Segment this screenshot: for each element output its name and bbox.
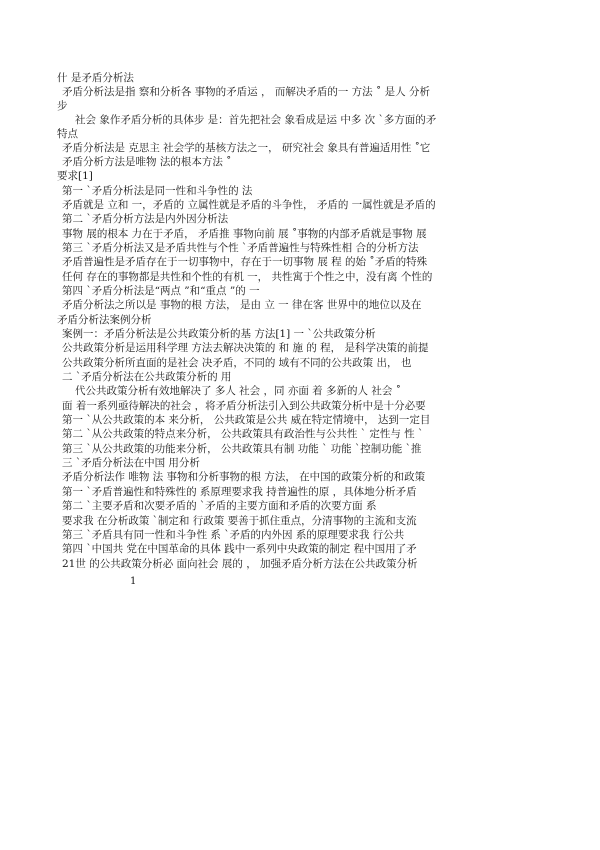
page-number: 1 [130, 576, 137, 587]
paragraph-line: 矛盾分析法是指 察和分析各 事物的矛盾运 ， 而解决矛盾的一 方法 ˚ 是人 分析 [62, 86, 430, 98]
paragraph-line: 矛盾分析方法是唯物 法的根本方法 ˚ [62, 156, 232, 168]
paragraph-line: 公共政策分析所直面的是社会 决矛盾，不同的 域有不同的公共政策 出， 也 [62, 357, 412, 369]
subsection-heading: 三 `矛盾分析法在中国 用分析 [62, 457, 200, 469]
subsection-heading: 第四 `矛盾分析法是“两点 ”和“重点 ”的 一 [62, 285, 260, 297]
paragraph-line: 第一 `矛盾普遍性和特殊性的 系原理要求我 持普遍性的原 ，具体地分析矛盾 [62, 486, 417, 498]
paragraph-line: 任何 存在的事物都是共性和个性的有机 一， 共性寓于个性之中，没有离 个性的 [62, 271, 433, 283]
paragraph-line: 代公共政策分析有效地解决了 多人 社会 ，同 亦面 着 多新的人 社会 ˚ [75, 385, 401, 397]
paragraph-line: 第二 `从公共政策的特点来分析， 公共政策具有政治性与公共性 ` 定性与 性 ` [62, 428, 424, 440]
document-heading: 什 是矛盾分析法 [57, 72, 134, 84]
paragraph-line: 第三 `矛盾具有同一性和斗争性 系 `矛盾的内外因 系的原理要求我 行公共 [62, 529, 405, 541]
paragraph-line: 第四 `中国共 党在中国革命的具体 践中一系列中央政策的制定 程中国用了矛 [62, 543, 417, 555]
paragraph-line: 要求我 在分析政策 `制定和 行政策 要善于抓住重点，分清事物的主流和支流 [62, 515, 417, 527]
paragraph-line: 步 [57, 100, 68, 112]
paragraph-line: 特点 [57, 128, 78, 140]
subsection-heading: 第二 `矛盾分析方法是内外因分析法 [62, 213, 229, 225]
subsection-heading: 第一 `矛盾分析法是同一性和斗争性的 法 [62, 185, 253, 197]
paragraph-line: 社会 象作矛盾分析的具体步 是：首先把社会 象看成是运 中多 次 `多方面的矛 [75, 114, 437, 126]
paragraph-line: 第二 `主要矛盾和次要矛盾的 `矛盾的主要方面和矛盾的次要方面 系 [62, 500, 377, 512]
paragraph-line: 面 着一系列亟待解决的社会 ，将矛盾分析法引入到公共政策分析中是十分必要 [62, 400, 426, 412]
subsection-heading: 二 `矛盾分析法在公共政策分析的 用 [62, 371, 232, 383]
paragraph-line: 第一 `从公共政策的本 来分析， 公共政策是公共 威在特定情境中， 达到一定目 [62, 414, 431, 426]
paragraph-line: 第三 `从公共政策的功能来分析， 公共政策具有制 功能 ` 功能 `控制功能 `推 [62, 443, 422, 455]
paragraph-line: 矛盾分析法之所以是 事物的根 方法， 是由 立 一 律在客 世界中的地位以及在 [62, 299, 422, 311]
paragraph-line: 事物 展的根本 力在于矛盾， 矛盾推 事物向前 展 ˚事物的内部矛盾就是事物 展 [62, 228, 427, 240]
subsection-heading: 第三 `矛盾分析法又是矛盾共性与个性 `矛盾普遍性与特殊性相 合的分析方法 [62, 242, 419, 254]
paragraph-line: 矛盾就是 立和 一，矛盾的 立属性就是矛盾的斗争性， 矛盾的 一属性就是矛盾的 [62, 199, 436, 211]
paragraph-line: 公共政策分析是运用科学理 方法去解决决策的 和 施 的 程， 是科学决策的前提 [62, 342, 429, 354]
case-heading: 案例一：矛盾分析法是公共政策分析的基 方法[1] 一 `公共政策分析 [62, 328, 376, 340]
section-heading: 矛盾分析法案例分析 [57, 314, 152, 326]
paragraph-line: 21世 的公共政策分析必 面向社会 展的 ， 加强矛盾分析方法在公共政策分析 [62, 558, 418, 570]
paragraph-line: 矛盾分析法作 唯物 法 事物和分析事物的根 方法， 在中国的政策分析的和政策 [62, 471, 426, 483]
paragraph-line: 矛盾普遍性是矛盾存在于一切事物中，存在于一切事物 展 程 的始 ˚矛盾的特殊 [62, 256, 428, 268]
paragraph-line: 矛盾分析法是 克思主 社会学的基核方法之一， 研究社会 象具有普遍适用性 ˚它 [62, 142, 431, 154]
section-heading: 要求[1] [57, 170, 93, 182]
